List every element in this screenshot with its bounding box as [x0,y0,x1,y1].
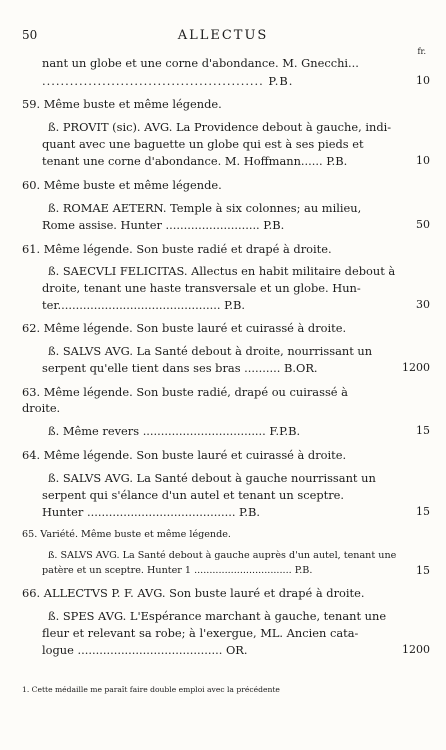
entry-line: patère et un sceptre. Hunter 1 ................................ P.B. [42,565,313,576]
entry-line: ß. SALVS AVG. La Santé debout à droite, nourrissant un [48,344,373,358]
entry-line: fleur et relevant sa robe; à l'exergue, ML. Ancien cata- [42,626,359,640]
entry-line: ß. Même revers .................................. F.P.B. [48,424,301,438]
entry-price: 10 [416,154,430,167]
entry-price: 15 [416,564,430,577]
entry-heading: 59. Même buste et même légende. [22,97,222,111]
entry-price: 10 [416,74,430,87]
entry-line: tenant une corne d'abondance. M. Hoffmann...... P.B. [42,154,348,168]
entry-line: ß. PROVIT (sic). AVG. La Providence debout à gauche, indi- [48,120,392,134]
entry-line: ß. SALVS AVG. La Santé debout à gauche nourrissant un [48,471,376,485]
footnote: 1. Cette médaille me paraît faire double emploi avec la précédente [22,685,280,694]
page-number: 50 [22,28,38,42]
entry-price: 15 [416,424,430,437]
entry-price: 50 [416,218,430,231]
entry-line: ß. ROMAE AETERN. Temple à six colonnes; au milieu, [48,201,362,215]
entry-line: serpent qui s'élance d'un autel et tenant un sceptre. [42,488,344,502]
entry-price: 1200 [402,643,430,656]
entry-line: logue ........................................ OR. [42,643,248,657]
page-title: ALLECTUS [177,28,269,43]
entry-line: ................................................ P.B. [42,74,294,88]
page-header [0,28,446,44]
entry-heading: 62. Même légende. Son buste lauré et cuirassé à droite. [22,321,347,335]
entry-heading: 66. ALLECTVS P. F. AVG. Son buste lauré et drapé à droite. [22,586,365,600]
entry-line: ß. SALVS AVG. La Santé debout à gauche auprès d'un autel, tenant une [48,550,397,561]
entry-line: ter............................................. P.B. [42,298,246,312]
entry-line: Rome assise. Hunter .......................... P.B. [42,218,285,232]
entry-heading: 64. Même légende. Son buste lauré et cuirassé à droite. [22,448,347,462]
entry-price: 15 [416,505,430,518]
entry-price: 1200 [402,361,430,374]
entry-heading: 61. Même légende. Son buste radié et drapé à droite. [22,242,332,256]
column-unit-label: fr. [417,47,426,56]
entry-heading: 65. Variété. Même buste et même légende. [22,529,231,540]
entry-line: droite, tenant une haste transversale et un globe. Hun- [42,281,361,295]
entry-line: Hunter ......................................... P.B. [42,505,261,519]
entry-line: nant un globe et une corne d'abondance. M. Gnecchi... [42,56,359,70]
entry-line: ß. SAECVLI FELICITAS. Allectus en habit militaire debout à [48,264,396,278]
entry-price: 30 [416,298,430,311]
entry-heading: droite. [22,401,61,415]
entry-line: quant avec une baguette un globe qui est à ses pieds et [42,137,364,151]
entry-line: serpent qu'elle tient dans ses bras .......... B.OR. [42,361,318,375]
entry-heading: 60. Même buste et même légende. [22,178,222,192]
entry-heading: 63. Même légende. Son buste radié, drapé ou cuirassé à [22,385,348,399]
entry-line: ß. SPES AVG. L'Espérance marchant à gauche, tenant une [48,609,387,623]
